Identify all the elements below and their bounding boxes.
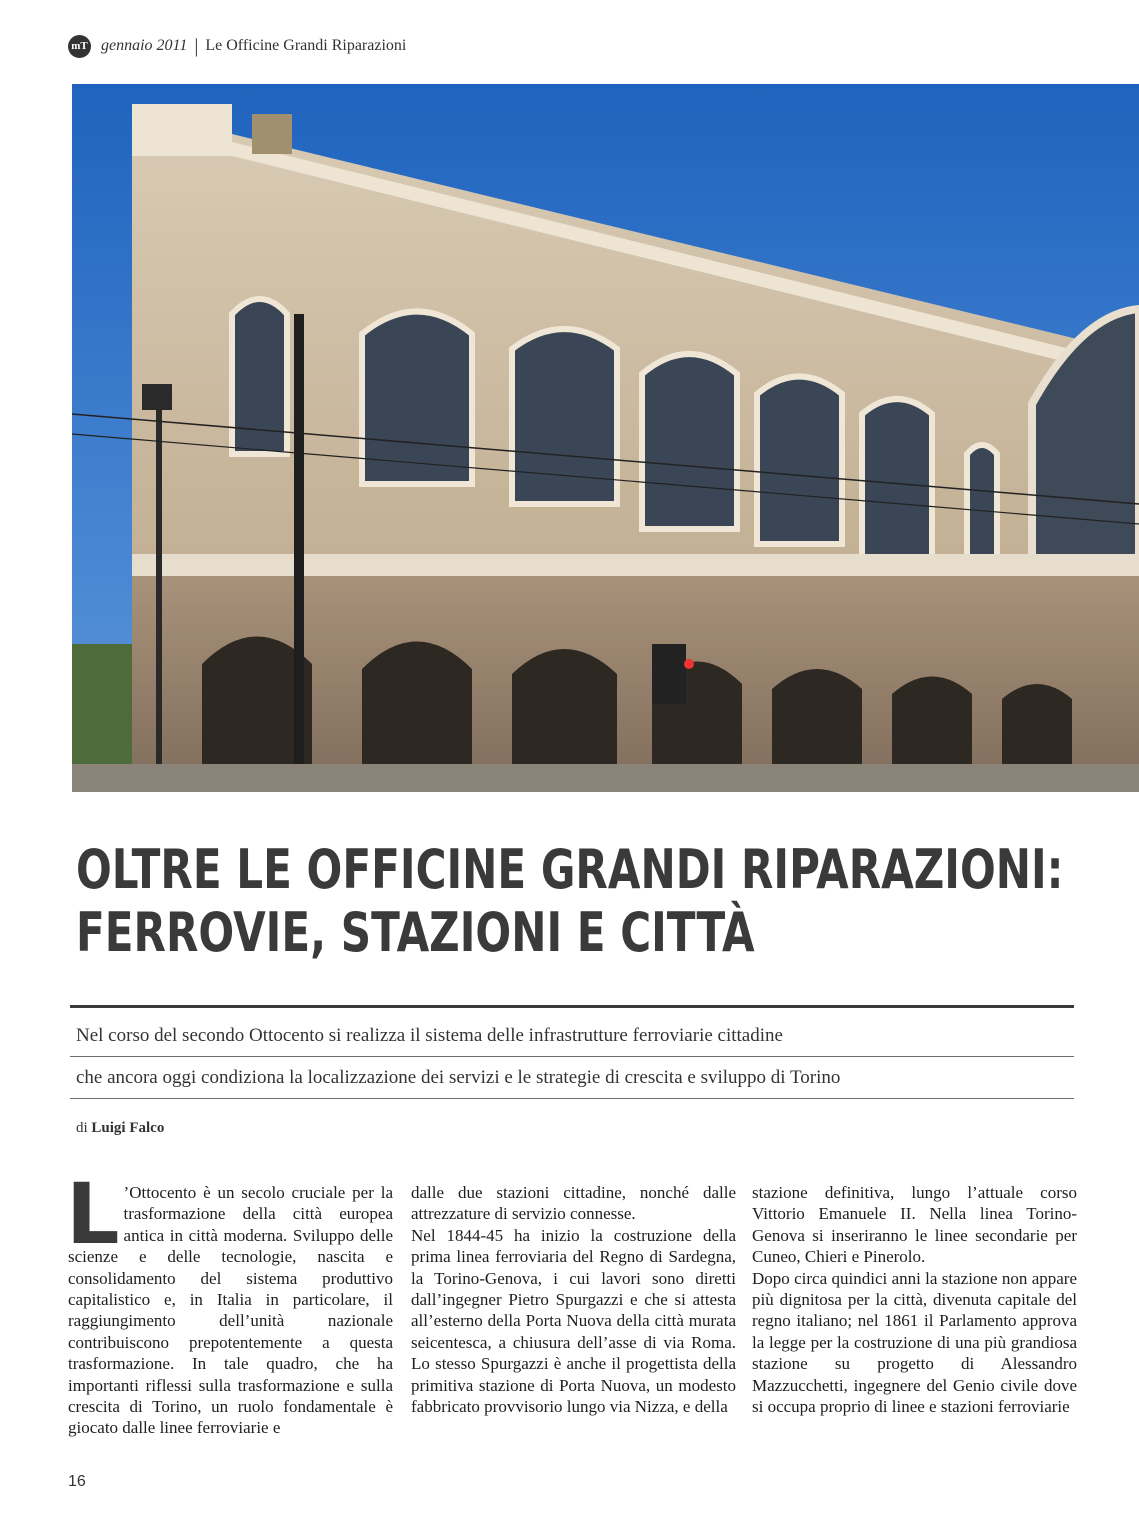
section-title: Le Officine Grandi Riparazioni [205, 37, 407, 54]
headline-line-1: OLTRE LE OFFICINE GRANDI RIPARAZIONI: [76, 838, 1064, 901]
byline-prefix: di [76, 1120, 88, 1136]
body-column-1 [66, 1165, 393, 1439]
running-header [68, 33, 406, 59]
column-1-text: ’Ottocento è un secolo cruciale per la trasformazione della città europea antica in città moderna. Sviluppo delle scienze e delle tecnologie, nascita e consolidamento del sistema produttivo capitalistico e, in Italia in particolare, il raggiungimento dell’unità nazionale contribuiscono prepotentemente a questa trasformazione. In tale quadro, che ha importanti riflessi sulla trasformazione e sulla crescita di Torino, un ruolo fondamentale è giocato dalle linee ferroviarie e [68, 1183, 393, 1438]
column-3-paragraph-1: stazione definitiva, lungo l’attuale corso Vittorio Emanuele II. Nella linea Torino-Genova si inseriranno le linee secondarie per Cuneo, Chieri e Pinerolo. [752, 1183, 1077, 1267]
standfirst-line-2: che ancora oggi condiziona la localizzazione dei servizi e le strategie di crescita e sviluppo di Torino [70, 1057, 1074, 1099]
drop-cap: L [66, 1165, 120, 1263]
headline-rule [70, 1005, 1074, 1008]
page-number: 16 [68, 1473, 86, 1490]
standfirst-line-1: Nel corso del secondo Ottocento si realizza il sistema delle infrastrutture ferroviarie cittadine [70, 1015, 1074, 1057]
standfirst [70, 1015, 1074, 1099]
headline-line-2: FERROVIE, STAZIONI E CITTÀ [76, 901, 755, 964]
body-column-2 [411, 1182, 736, 1417]
author-name: Luigi Falco [91, 1120, 165, 1136]
issue-date: gennaio 2011 [101, 37, 188, 54]
column-2-paragraph-2: Nel 1844-45 ha inizio la costruzione della prima linea ferroviaria del Regno di Sardegna, la Torino-Genova, i cui lavori sono diretti dall’ingegner Pietro Spurgazzi e che si attesta all’esterno della Porta Nuova della città murata seicentesca, a chiusura dell’asse di via Roma. Lo stesso Spurgazzi è anche il progettista della primitiva stazione di Porta Nuova, un modesto fabbricato provvisorio lungo via Nizza, e della [411, 1225, 736, 1417]
byline [76, 1120, 164, 1137]
column-2-paragraph-1: dalle due stazioni cittadine, nonché dalle attrezzature di servizio connesse. [411, 1183, 736, 1224]
magazine-logo: mT [68, 35, 91, 58]
column-3-paragraph-2: Dopo circa quindici anni la stazione non appare più dignitosa per la città, divenuta capitale del regno italiano; nel 1861 il Parlamento approva la legge per la costruzione di una più grandiosa stazione su progetto di Alessandro Mazzucchetti, ingegnere del Genio civile dove si occupa proprio di linee e stazioni ferroviarie [752, 1268, 1077, 1417]
station-facade-photo [72, 84, 1139, 792]
header-separator: | [194, 34, 199, 57]
article-headline [76, 838, 1064, 964]
body-column-3 [752, 1182, 1077, 1417]
